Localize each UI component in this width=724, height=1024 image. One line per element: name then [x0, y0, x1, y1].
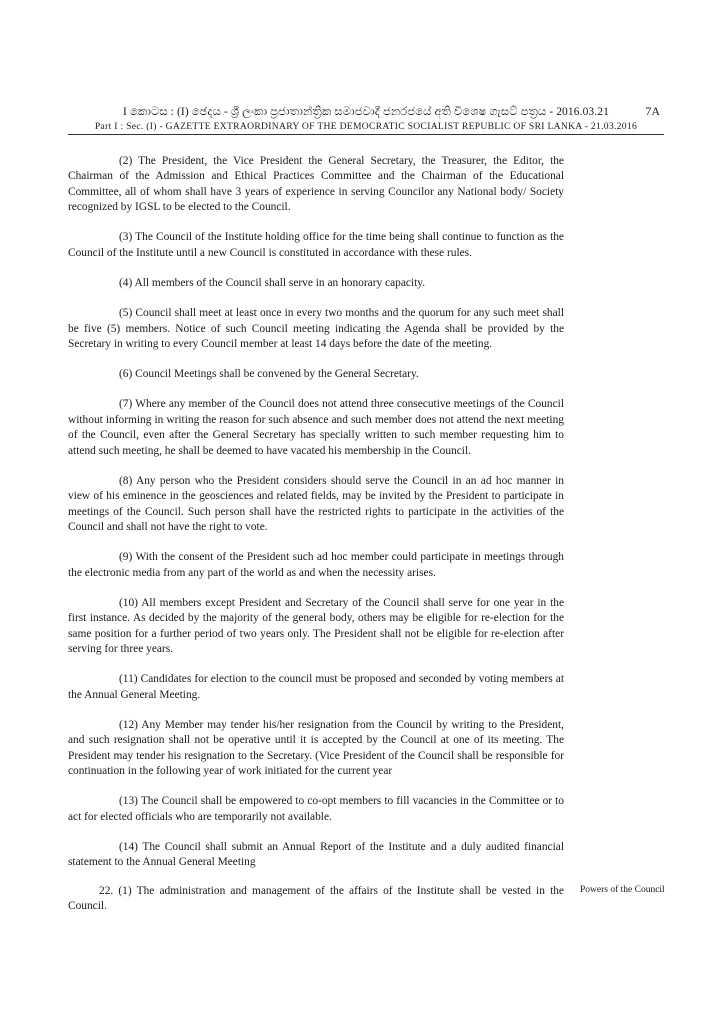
clause-13: (13) The Council shall be empowered to co-opt members to fill vacancies in the Committee or to act for elected officials who are temporarily not available.: [68, 795, 564, 823]
clause-10: (10) All members except President and Secretary of the Council shall serve for one year in the first instance. As decided by the majority of the general body, others may be eligible for re-election for the same position for a further period of two years only. The President shall not be eligible for re-election after serving for three years.: [68, 596, 564, 656]
header-divider: [68, 134, 664, 135]
clause-8: (8) Any person who the President considers should serve the Council in an ad hoc manner in view of his eminence in the geosciences and related fields, may be invited by the President to participate in meetings of the Council. Such person shall have the restricted rights to participate in the activities of the Council and shall not have the right to vote.: [68, 474, 564, 534]
clause-3: (3) The Council of the Institute holding office for the time being shall continue to function as the Council of the Institute until a new Council is constituted in accordance with these rules.: [68, 231, 564, 259]
document-body: [68, 154, 564, 886]
clause-5: (5) Council shall meet at least once in every two months and the quorum for any such meet shall be five (5) members. Notice of such Council meeting indicating the Agenda shall be provided by the Secretary in writing to every Council member at least 14 days before the date of the meeting.: [68, 307, 564, 351]
page-header: [68, 104, 664, 133]
clause-14: (14) The Council shall submit an Annual Report of the Institute and a duly audited financial statement to the Annual General Meeting: [68, 840, 564, 869]
clause-6: (6) Council Meetings shall be convened by the General Secretary.: [119, 368, 419, 381]
header-sinhala-line: I කොටස : (I) ඡෙදය - ශ්‍රී ලංකා ප්‍රජාතාන්ත්‍රික සමාජවාදී ජනරජයේ අති විශෙෂ ගැසට් පත්‍රය - 2016.03.21: [123, 106, 609, 118]
section-22: [68, 884, 668, 915]
clause-9: (9) With the consent of the President such ad hoc member could participate in meetings through the electronic media from any part of the world as and when the necessity arises.: [68, 551, 564, 579]
clause-12: (12) Any Member may tender his/her resignation from the Council by writing to the President, and such resignation shall not be operative until it is accepted by the Council at one of its meeting. The President may tender his resignation to the Secretary. (Vice President of the Council shall be responsible for continuation in the following year of work initiated for the current year: [68, 718, 564, 778]
clause-7: (7) Where any member of the Council does not attend three consecutive meetings of the Council without informing in writing the reason for such absence and such member does not attend the next meeting of the Council, even after the General Secretary has specially written to such member requesting him to attend such meeting, he shall be deemed to have vacated his membership in the Council.: [68, 398, 564, 457]
clause-2: (2) The President, the Vice President the General Secretary, the Treasurer, the Editor, the Chairman of the Admission and Ethical Practices Committee and the Chairman of the Educational Committee, all of whom shall have 3 years of experience in serving Councilor any National body/ Society recognized by IGSL to be elected to the Council.: [68, 155, 564, 214]
clause-11: (11) Candidates for election to the council must be proposed and seconded by voting members at the Annual General Meeting.: [68, 673, 564, 701]
page-number: 7A: [645, 104, 660, 118]
margin-note: Powers of the Council: [580, 885, 665, 895]
clause-4: (4) All members of the Council shall serve in an honorary capacity.: [119, 277, 426, 290]
section-22-clause-1: 22. (1) The administration and management of the affairs of the Institute shall be vested in the Council.: [68, 885, 564, 913]
header-english-line: Part I : Sec. (I) - GAZETTE EXTRAORDINARY OF THE DEMOCRATIC SOCIALIST REPUBLIC OF SRI LANKA - 21.03.2016: [94, 121, 638, 132]
